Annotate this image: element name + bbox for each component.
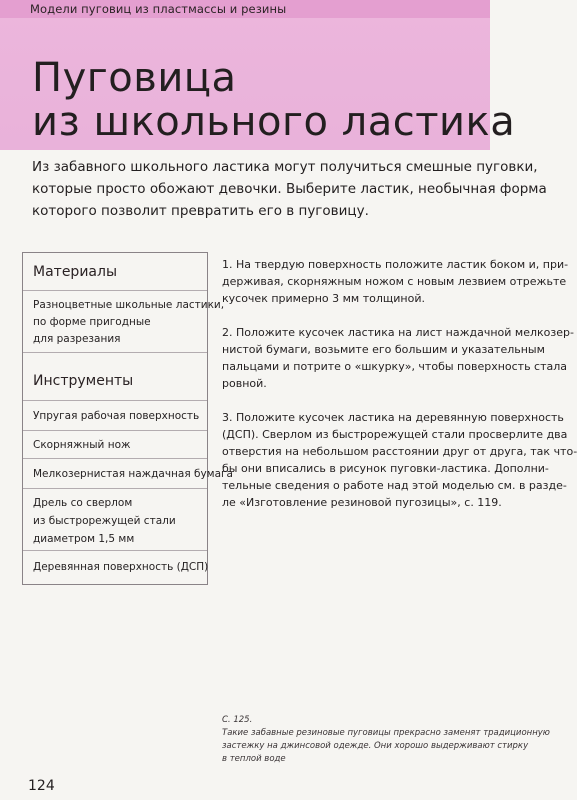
caption-line: Такие забавные резиновые пуговицы прекрасно заменят традиционную [222,728,550,738]
tools-item-line: Мелкозернистая наждачная бумага [33,468,233,480]
step-line: 3. Положите кусочек ластика на деревянную поверхность [222,411,564,424]
tools-item-line: диаметром 1,5 мм [33,533,135,545]
page-title [32,56,515,144]
intro-line: которого позволит превратить его в пуговицу. [32,203,369,219]
step-line: бы они вписались в рисунок пуговки-ластика. Дополни- [222,462,549,475]
materials-heading: Материалы [23,253,207,291]
caption-label: С. 125. [222,715,253,725]
step-2 [222,324,574,392]
tools-item [23,489,207,551]
step-line: ле «Изготовление резиновой пугозицы», с. 119. [222,496,502,509]
caption-line: застежку на джинсовой одежде. Они хорошо выдерживают стирку [222,741,529,751]
tools-item [23,551,207,584]
step-3 [222,409,577,511]
tools-item [23,401,207,431]
tools-item-line: Деревянная поверхность (ДСП) [33,561,209,573]
tools-item-line: Дрель со сверлом [33,497,133,509]
intro-paragraph [32,156,547,222]
step-line: отверстия на небольшом расстоянии друг от друга, так что- [222,445,577,458]
step-line: нистой бумаги, возьмите его большим и указательным [222,343,545,356]
title-line-2: из школьного ластика [32,99,516,145]
tools-item [23,459,233,489]
figure-caption [222,714,550,766]
materials-item-line: для разрезания [33,333,121,345]
materials-box [22,252,233,585]
tools-item-line: Скорняжный нож [33,439,131,451]
tools-item-line: Упругая рабочая поверхность [33,410,200,422]
intro-line: Из забавного школьного ластика могут получиться смешные пуговки, [32,159,538,175]
instruction-steps [222,256,577,528]
title-line-1: Пуговица [32,55,237,101]
tools-heading: Инструменты [23,353,207,401]
caption-line: в теплой воде [222,754,286,764]
step-line: 2. Положите кусочек ластика на лист наждачной мелкозер- [222,326,574,339]
page-number: 124 [28,778,55,794]
step-line: ровной. [222,377,267,390]
step-1 [222,256,569,307]
materials-item-line: Разноцветные школьные ластики, [33,299,225,311]
materials-item-line: по форме пригодные [33,316,151,328]
step-line: кусочек примерно 3 мм толщиной. [222,292,425,305]
step-line: держивая, скорняжным ножом с новым лезвием отрежьте [222,275,567,288]
step-line: тельные сведения о работе над этой моделью см. в разде- [222,479,567,492]
intro-line: которые просто обожают девочки. Выберите ластик, необычная форма [32,181,547,197]
tools-item [23,431,207,459]
step-line: (ДСП). Сверлом из быстрорежущей стали просверлите два [222,428,568,441]
running-title: Модели пуговиц из пластмассы и резины [30,2,287,16]
tools-item-line: из быстрорежущей стали [33,515,176,527]
step-line: 1. На твердую поверхность положите ластик боком и, при- [222,258,569,271]
materials-item [23,291,225,353]
step-line: пальцами и потрите о «шкурку», чтобы поверхность стала [222,360,568,373]
